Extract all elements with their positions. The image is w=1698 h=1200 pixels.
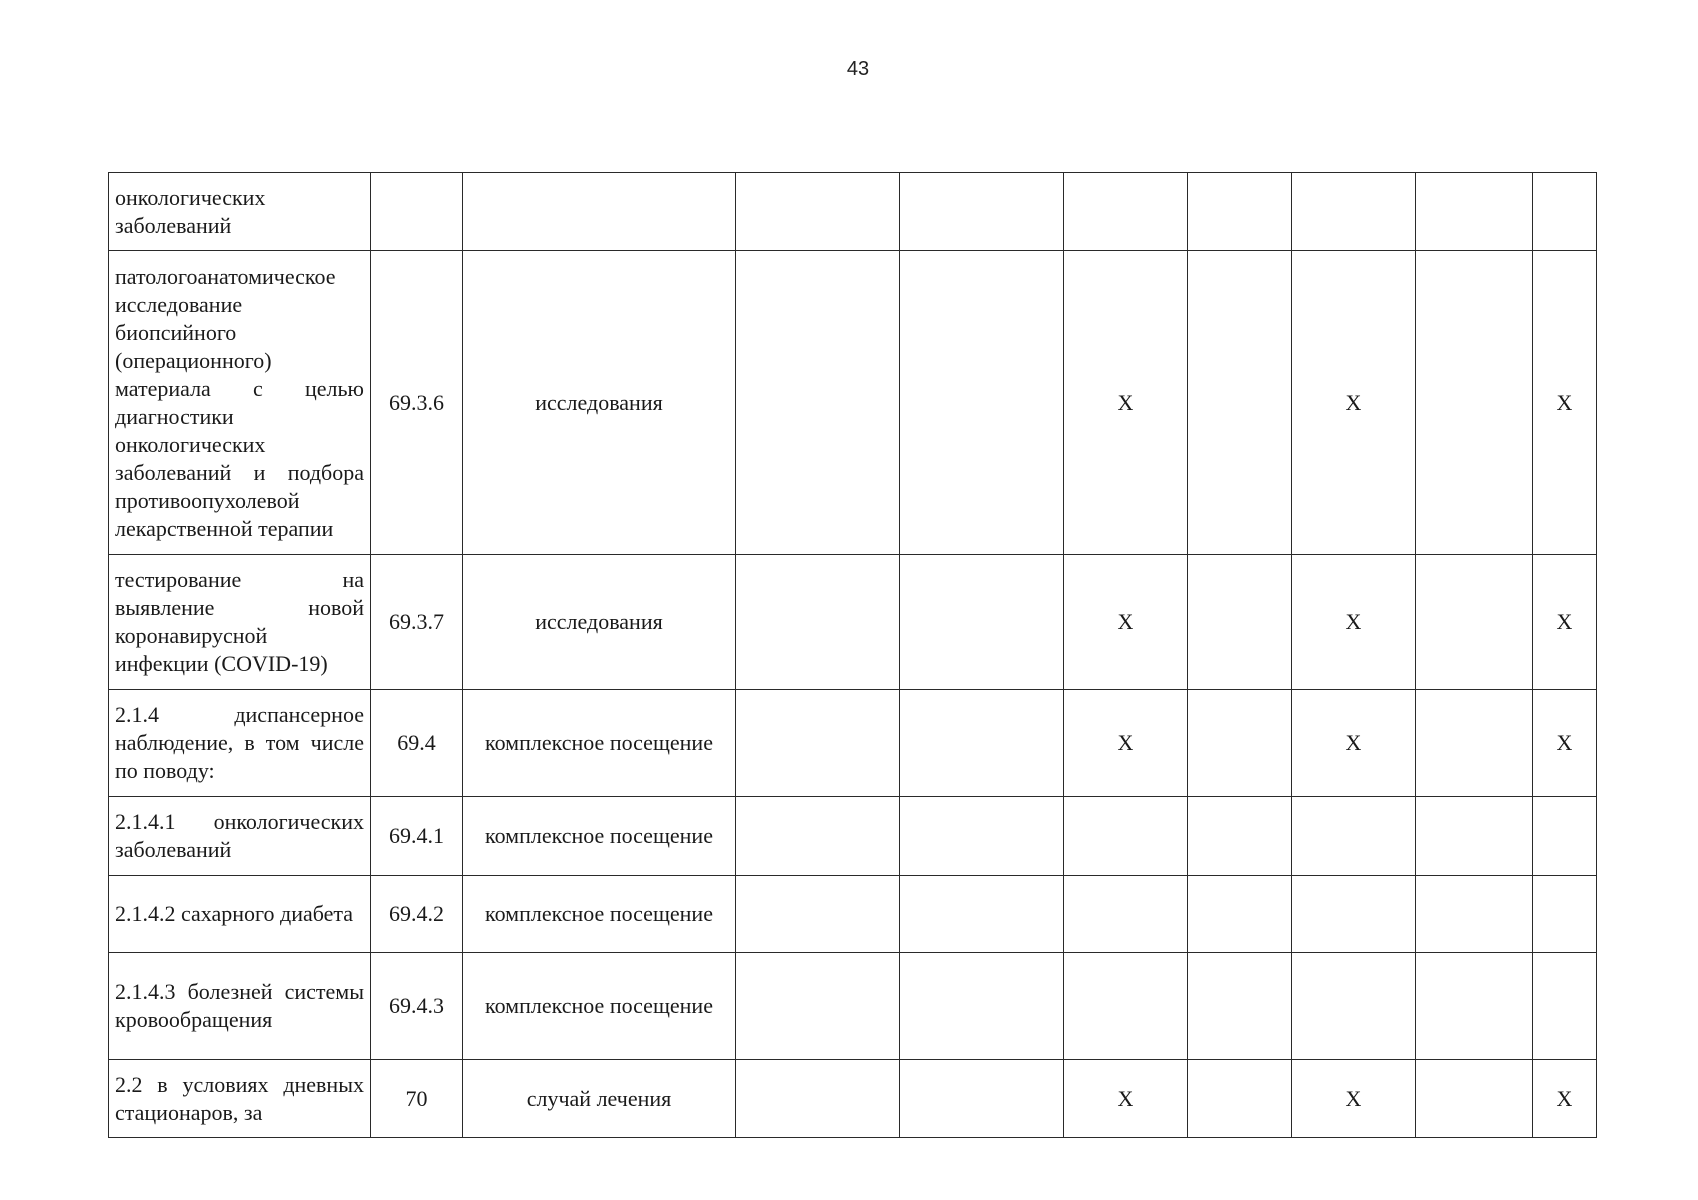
table-row (109, 797, 1597, 876)
row-unit-cell: исследования (463, 555, 736, 690)
row-name-text: 2.1.4 диспансерное наблюдение, в том числе по поводу: (115, 702, 364, 783)
row-mark-cell (1533, 797, 1597, 876)
row-unit-cell: комплексное посещение (463, 797, 736, 876)
row-mark-cell (900, 690, 1064, 797)
row-mark-cell: X (1292, 555, 1416, 690)
row-mark-cell: X (1533, 1060, 1597, 1138)
row-unit-cell: комплексное посещение (463, 876, 736, 953)
row-name-text: 2.1.4.2 сахарного диабета (115, 901, 354, 926)
table-row (109, 173, 1597, 251)
row-code-cell: 69.4 (371, 690, 463, 797)
data-table (108, 172, 1597, 1138)
table-row (109, 690, 1597, 797)
row-unit-cell: случай лечения (463, 1060, 736, 1138)
row-mark-cell (1188, 953, 1292, 1060)
row-mark-cell (1416, 876, 1533, 953)
table-row (109, 555, 1597, 690)
row-mark-cell (736, 797, 900, 876)
row-name-cell (109, 690, 371, 797)
row-mark-cell: X (1292, 1060, 1416, 1138)
row-mark-cell (1416, 953, 1533, 1060)
row-mark-cell (1188, 555, 1292, 690)
row-mark-cell (736, 1060, 900, 1138)
row-name-text: 2.2 в условиях дневных стационаров, за (115, 1071, 364, 1125)
row-mark-cell: X (1064, 690, 1188, 797)
row-name-text: онкологических заболеваний (115, 184, 266, 238)
row-mark-cell (1188, 1060, 1292, 1138)
row-mark-cell (736, 876, 900, 953)
row-name-text: патологоанатомическое исследование биопсийного (операционного) материала с целью диагностики онкологических заболеваний и подбора противоопухолевой лекарственной терапии (115, 263, 364, 541)
row-mark-cell (736, 555, 900, 690)
table-row (109, 251, 1597, 555)
row-unit-cell: комплексное посещение (463, 953, 736, 1060)
row-mark-cell: X (1533, 555, 1597, 690)
row-mark-cell (1064, 173, 1188, 251)
row-mark-cell (1292, 173, 1416, 251)
table-row (109, 1060, 1597, 1138)
row-name-cell (109, 251, 371, 555)
row-mark-cell (1188, 876, 1292, 953)
row-unit-cell: комплексное посещение (463, 690, 736, 797)
row-name-text: тестирование на выявление новой коронавирусной инфекции (COVID-19) (115, 567, 364, 676)
row-mark-cell (1292, 876, 1416, 953)
row-mark-cell (1416, 555, 1533, 690)
row-name-cell (109, 173, 371, 251)
row-mark-cell (1292, 953, 1416, 1060)
row-mark-cell (1416, 690, 1533, 797)
row-code-cell: 69.4.1 (371, 797, 463, 876)
table-row (109, 953, 1597, 1060)
row-mark-cell (1188, 797, 1292, 876)
row-mark-cell (1533, 876, 1597, 953)
row-mark-cell (900, 555, 1064, 690)
row-mark-cell (1533, 953, 1597, 1060)
row-mark-cell (736, 690, 900, 797)
row-code-cell: 69.4.2 (371, 876, 463, 953)
row-name-text: 2.1.4.1 онкологических заболеваний (115, 809, 364, 862)
row-mark-cell (736, 251, 900, 555)
row-mark-cell: X (1533, 690, 1597, 797)
row-mark-cell (900, 876, 1064, 953)
row-mark-cell (1416, 797, 1533, 876)
row-name-cell (109, 1060, 371, 1138)
row-mark-cell (900, 173, 1064, 251)
row-unit-cell: исследования (463, 251, 736, 555)
row-unit-cell (463, 173, 736, 251)
row-mark-cell (900, 797, 1064, 876)
row-mark-cell: X (1292, 251, 1416, 555)
table-row (109, 876, 1597, 953)
row-name-cell (109, 876, 371, 953)
row-mark-cell (1416, 173, 1533, 251)
row-mark-cell (900, 1060, 1064, 1138)
row-mark-cell: X (1292, 690, 1416, 797)
row-name-cell (109, 953, 371, 1060)
row-mark-cell (736, 173, 900, 251)
row-mark-cell (1188, 251, 1292, 555)
row-mark-cell (1064, 797, 1188, 876)
row-code-cell (371, 173, 463, 251)
row-mark-cell: X (1533, 251, 1597, 555)
row-mark-cell: X (1064, 251, 1188, 555)
row-mark-cell (1188, 173, 1292, 251)
row-code-cell: 70 (371, 1060, 463, 1138)
row-mark-cell (736, 953, 900, 1060)
row-mark-cell (1064, 953, 1188, 1060)
row-mark-cell (1416, 251, 1533, 555)
row-mark-cell: X (1064, 1060, 1188, 1138)
row-code-cell: 69.4.3 (371, 953, 463, 1060)
page-number: 43 (846, 58, 870, 80)
row-name-cell (109, 555, 371, 690)
row-code-cell: 69.3.6 (371, 251, 463, 555)
row-mark-cell (1188, 690, 1292, 797)
row-mark-cell (1292, 797, 1416, 876)
row-mark-cell (900, 251, 1064, 555)
row-mark-cell (1416, 1060, 1533, 1138)
row-mark-cell (1533, 173, 1597, 251)
row-name-cell (109, 797, 371, 876)
row-code-cell: 69.3.7 (371, 555, 463, 690)
row-mark-cell: X (1064, 555, 1188, 690)
row-mark-cell (1064, 876, 1188, 953)
row-name-text: 2.1.4.3 болезней системы кровообращения (115, 979, 364, 1032)
row-mark-cell (900, 953, 1064, 1060)
